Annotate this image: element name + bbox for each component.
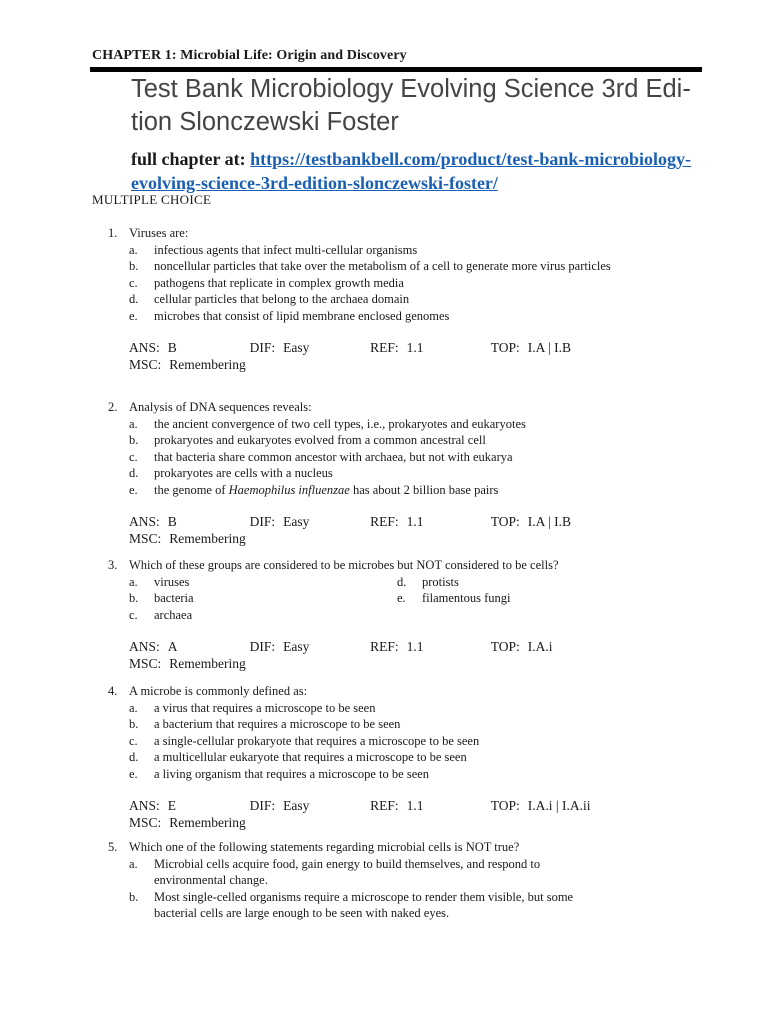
question-number: 5. <box>108 840 118 854</box>
msc-label: MSC: <box>129 656 162 671</box>
chapter-header: CHAPTER 1: Microbial Life: Origin and Discovery <box>92 48 407 63</box>
question-number: 2. <box>108 400 118 414</box>
option-list <box>108 574 628 624</box>
option-letter: c. <box>129 449 138 464</box>
question-stem: Which of these groups are considered to be microbes but NOT considered to be cells? <box>129 558 559 572</box>
question-stem: Viruses are: <box>129 226 189 240</box>
dif-label: DIF: <box>249 798 276 813</box>
option <box>108 607 376 624</box>
ans-value: E <box>167 798 177 813</box>
option-text: a bacterium that requires a microscope to be seen <box>154 717 401 731</box>
option <box>108 275 628 292</box>
option <box>108 716 628 733</box>
ans-value: B <box>167 514 177 529</box>
option-letter: b. <box>129 259 139 273</box>
dif-value: Easy <box>283 639 310 654</box>
top-value: I.A.i <box>527 639 553 654</box>
top-label: TOP: <box>490 340 520 355</box>
option-letter: a. <box>129 856 138 871</box>
msc-value: Remembering <box>169 531 246 546</box>
question-number: 3. <box>108 558 118 572</box>
option-letter: b. <box>129 889 139 904</box>
option-letter: e. <box>397 591 406 605</box>
top-label: TOP: <box>490 798 520 813</box>
msc-label: MSC: <box>129 357 162 372</box>
answer-meta <box>108 797 628 831</box>
option <box>108 449 628 466</box>
full-chapter-label: full chapter at: <box>131 149 251 169</box>
dif-value: Easy <box>283 340 310 355</box>
option-text: a multicellular eukaryote that requires a microscope to be seen <box>154 750 467 764</box>
ref-label: REF: <box>370 340 399 355</box>
option-text: the ancient convergence of two cell types, i.e., prokaryotes and eukaryotes <box>154 416 526 431</box>
option-letter: e. <box>129 308 138 323</box>
question-3 <box>108 557 628 672</box>
ans-value: B <box>167 340 177 355</box>
msc-value: Remembering <box>169 357 246 372</box>
option <box>108 308 628 325</box>
msc-label: MSC: <box>129 531 162 546</box>
ref-value: 1.1 <box>406 798 424 813</box>
ref-label: REF: <box>370 798 399 813</box>
option-text: filamentous fungi <box>422 591 511 605</box>
top-value: I.A | I.B <box>527 514 571 529</box>
question-number: 1. <box>108 226 118 240</box>
option-text: Most single-celled organisms require a microscope to render them visible, but some bacterial cells are large enough to be seen with naked eyes. <box>154 889 574 920</box>
option <box>108 258 628 275</box>
ref-value: 1.1 <box>406 639 424 654</box>
question-stem: Which one of the following statements regarding microbial cells is NOT true? <box>129 840 520 854</box>
ans-label: ANS: <box>129 514 160 529</box>
option-list <box>108 416 628 499</box>
option-text: archaea <box>154 607 193 622</box>
option-letter: b. <box>129 591 139 605</box>
option-letter: d. <box>129 750 139 764</box>
option-text: microbes that consist of lipid membrane enclosed genomes <box>154 308 450 323</box>
msc-label: MSC: <box>129 815 162 830</box>
msc-value: Remembering <box>169 656 246 671</box>
option-text: a living organism that requires a microscope to be seen <box>154 766 430 781</box>
option-letter: a. <box>129 700 138 715</box>
dif-value: Easy <box>283 798 310 813</box>
dif-value: Easy <box>283 514 310 529</box>
option-letter: c. <box>129 275 138 290</box>
option <box>108 432 628 449</box>
option-text: bacteria <box>154 591 194 605</box>
dif-label: DIF: <box>249 639 276 654</box>
option-text <box>154 482 628 499</box>
answer-meta <box>108 638 628 672</box>
species-name: Haemophilus influenzae <box>228 482 350 497</box>
answer-meta <box>108 339 628 373</box>
top-value: I.A.i | I.A.ii <box>527 798 591 813</box>
full-chapter-line <box>131 147 691 195</box>
question-2 <box>108 399 628 547</box>
option <box>108 766 628 783</box>
option <box>108 590 376 607</box>
ref-label: REF: <box>370 639 399 654</box>
option-text: Microbial cells acquire food, gain energy to build themselves, and respond to environmental change. <box>154 856 541 887</box>
option-letter: e. <box>129 482 138 497</box>
document-title: Test Bank Microbiology Evolving Science 3rd Edi-tion Slonczewski Foster <box>131 75 691 136</box>
answer-meta <box>108 513 628 547</box>
question-stem: A microbe is commonly defined as: <box>129 684 308 698</box>
option-text: that bacteria share common ancestor with archaea, but not with eukarya <box>154 449 513 464</box>
dif-label: DIF: <box>249 514 276 529</box>
option-text: a virus that requires a microscope to be seen <box>154 700 376 715</box>
top-label: TOP: <box>490 514 520 529</box>
option <box>108 291 628 308</box>
full-chapter-link[interactable]: https://testbankbell.com/product/test-bank-microbiology-evolving-science-3rd-edition-slonczewski-foster/ <box>131 149 692 193</box>
option <box>108 482 628 499</box>
ref-value: 1.1 <box>406 514 424 529</box>
question-5 <box>108 839 628 922</box>
ans-label: ANS: <box>129 639 160 654</box>
question-4 <box>108 683 628 831</box>
option <box>108 889 603 922</box>
option-text: viruses <box>154 574 190 589</box>
dif-label: DIF: <box>249 340 276 355</box>
msc-value: Remembering <box>169 815 246 830</box>
top-value: I.A | I.B <box>527 340 571 355</box>
option-list <box>108 242 628 325</box>
option-text: pathogens that replicate in complex growth media <box>154 275 404 290</box>
option <box>108 856 603 889</box>
top-label: TOP: <box>490 639 520 654</box>
option-text: protists <box>422 574 459 589</box>
ans-value: A <box>167 639 178 654</box>
option-letter: a. <box>129 242 138 257</box>
option-letter: d. <box>397 574 407 589</box>
question-stem: Analysis of DNA sequences reveals: <box>129 400 312 414</box>
ref-label: REF: <box>370 514 399 529</box>
option <box>108 733 628 750</box>
option <box>108 749 628 766</box>
option-text-part: has about 2 billion base pairs <box>349 482 499 497</box>
option-text: infectious agents that infect multi-cellular organisms <box>154 242 418 257</box>
option-text: noncellular particles that take over the metabolism of a cell to generate more virus particles <box>154 259 611 273</box>
option <box>108 416 628 433</box>
option-letter: a. <box>129 416 138 431</box>
option-list <box>108 856 603 922</box>
option <box>376 590 616 607</box>
option <box>376 574 616 591</box>
option-letter: d. <box>129 292 139 306</box>
option-letter: b. <box>129 717 139 731</box>
option <box>108 700 628 717</box>
ans-label: ANS: <box>129 340 160 355</box>
header-rule <box>90 67 702 72</box>
option-letter: e. <box>129 766 138 781</box>
ref-value: 1.1 <box>406 340 424 355</box>
option-letter: c. <box>129 733 138 748</box>
option-letter: d. <box>129 466 139 480</box>
option-text: cellular particles that belong to the archaea domain <box>154 292 410 306</box>
question-number: 4. <box>108 684 118 698</box>
option <box>108 574 376 591</box>
option-text-part: the genome of <box>154 482 229 497</box>
option-text: prokaryotes and eukaryotes evolved from a common ancestral cell <box>154 433 486 447</box>
option <box>108 242 628 259</box>
option-text: a single-cellular prokaryote that requires a microscope to be seen <box>154 733 480 748</box>
option-list <box>108 700 628 783</box>
question-1 <box>108 225 628 373</box>
option-letter: c. <box>129 607 138 622</box>
option <box>108 465 628 482</box>
option-text: prokaryotes are cells with a nucleus <box>154 466 333 480</box>
option-letter: a. <box>129 574 138 589</box>
option-letter: b. <box>129 433 139 447</box>
ans-label: ANS: <box>129 798 160 813</box>
section-heading: MULTIPLE CHOICE <box>92 192 212 207</box>
